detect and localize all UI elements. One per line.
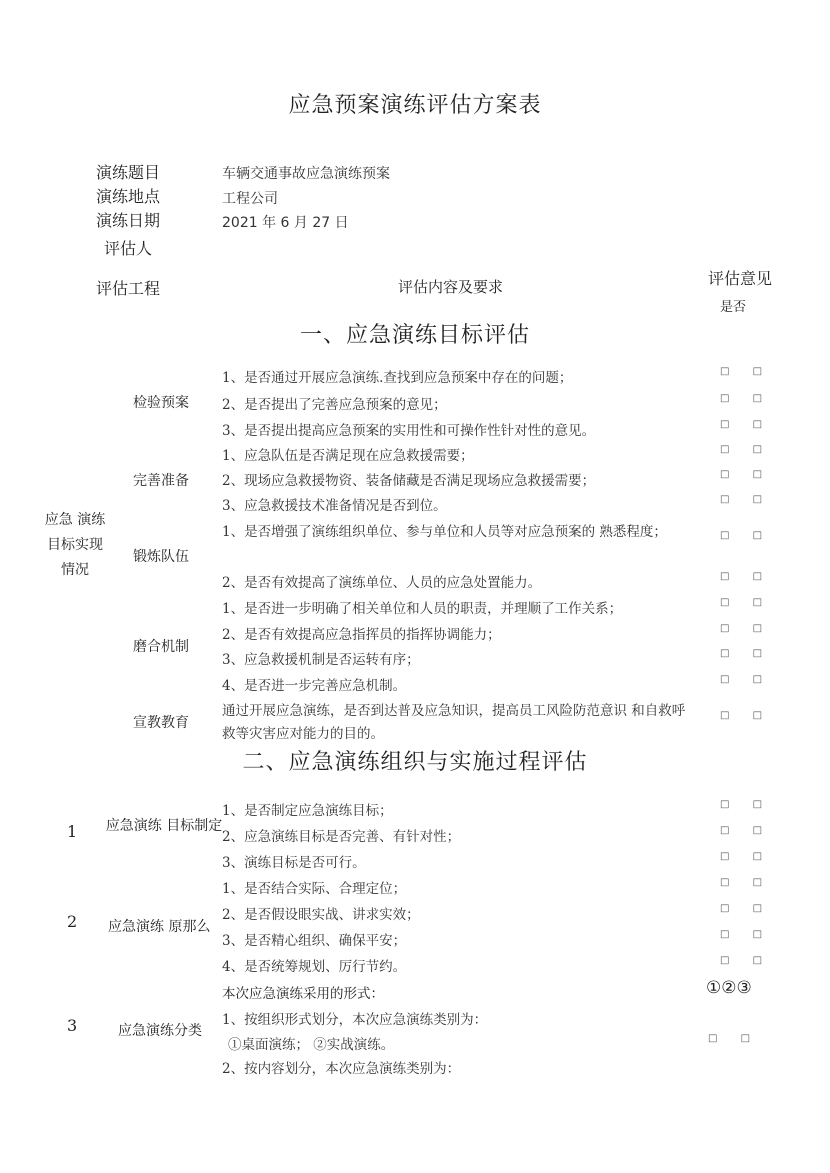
- header-opinion: 评估意见: [708, 269, 773, 288]
- criteria-item: 2、应急演练目标是否完善、有针对性；: [222, 829, 461, 845]
- yes-no-checkboxes[interactable]: □ □: [720, 799, 773, 810]
- header-yes-no: 是否: [720, 300, 747, 315]
- assessor-label: 评估人: [104, 239, 153, 258]
- yes-no-checkboxes[interactable]: □ □: [720, 419, 773, 430]
- group-number: 1: [67, 822, 78, 841]
- yes-no-checkboxes[interactable]: □ □: [720, 877, 773, 888]
- criteria-item: 1、是否制定应急演练目标；: [222, 803, 393, 819]
- group-number: 3: [67, 1016, 78, 1035]
- criteria-item: 3、应急救援技术准备情况是否到位。: [222, 498, 447, 514]
- criteria-item: 2、是否假设眼实战、讲求实效；: [222, 907, 420, 923]
- header-content: 评估内容及要求: [398, 278, 504, 296]
- topic-label: 演练题目: [96, 163, 161, 182]
- criteria-item: 1、按组织形式划分，本次应急演练类别为：: [222, 1012, 488, 1028]
- page-title: 应急预案演练评估方案表: [288, 93, 542, 118]
- criteria-item: 3、演练目标是否可行。: [222, 855, 366, 871]
- category-label: 宣教教育: [133, 715, 189, 731]
- topic-value: 车辆交通事故应急演练预案: [222, 166, 390, 182]
- category-label: 应急演练 目标制定: [105, 818, 223, 834]
- criteria-item: 1、是否结合实际、合理定位；: [222, 881, 407, 897]
- category-label: 完善准备: [133, 473, 189, 489]
- criteria-item: 1、是否进一步明确了相关单位和人员的职责，并理顺了工作关系；: [222, 601, 623, 617]
- category-label: 应急演练 原那么: [108, 919, 211, 935]
- category-label: 磨合机制: [133, 639, 189, 655]
- yes-no-checkboxes[interactable]: □ □: [720, 674, 773, 685]
- yes-no-checkboxes[interactable]: □ □: [720, 571, 773, 582]
- yes-no-checkboxes[interactable]: □ □: [720, 851, 773, 862]
- yes-no-checkboxes[interactable]: □ □: [720, 929, 773, 940]
- criteria-item: 2、是否有效提高了演练单位、人员的应急处置能力。: [222, 575, 542, 591]
- section-1-side-label: 应急 演练 目标实现 情况: [44, 512, 106, 578]
- criteria-item: 4、是否统筹规划、厉行节约。: [222, 959, 407, 975]
- date-value: 2021 年 6 月 27 日: [222, 215, 349, 231]
- criteria-item: 3、是否精心组织、确保平安；: [222, 933, 407, 949]
- yes-no-checkboxes[interactable]: □ □: [720, 366, 773, 377]
- criteria-item: 3、是否提出提高应急预案的实用性和可操作性针对性的意见。: [222, 423, 596, 439]
- yes-no-checkboxes[interactable]: □ □: [720, 903, 773, 914]
- form-options[interactable]: ①②③: [706, 978, 752, 998]
- location-value: 工程公司: [222, 191, 278, 207]
- yes-no-checkboxes[interactable]: □ □: [720, 623, 773, 634]
- criteria-item: 4、是否进一步完善应急机制。: [222, 678, 407, 694]
- yes-no-checkboxes[interactable]: □ □: [720, 469, 773, 480]
- yes-no-checkboxes[interactable]: □ □: [720, 494, 773, 505]
- criteria-item: 通过开展应急演练，是否到达普及应急知识，提高员工风险防范意识 和自救呼救等灾害应对能力的目的。: [222, 703, 686, 742]
- yes-no-checkboxes[interactable]: □ □: [720, 955, 773, 966]
- category-label: 应急演练分类: [118, 1023, 202, 1039]
- section-1-title: 一、应急演练目标评估: [299, 323, 530, 348]
- date-label: 演练日期: [96, 211, 161, 230]
- category-label: 锻炼队伍: [133, 549, 189, 565]
- group-number: 2: [67, 912, 78, 931]
- criteria-item: 2、按内容划分，本次应急演练类别为：: [222, 1061, 461, 1077]
- criteria-item: 2、现场应急救援物资、装备储藏是否满足现场应急救援需要；: [222, 473, 596, 489]
- yes-no-checkboxes[interactable]: □ □: [720, 393, 773, 404]
- location-label: 演练地点: [96, 187, 161, 206]
- yes-no-checkboxes[interactable]: □ □: [708, 1033, 761, 1044]
- criteria-item: ①桌面演练； ②实战演练。: [228, 1037, 395, 1053]
- form-heading: 本次应急演练采用的形式：: [222, 986, 384, 1002]
- section-2-title: 二、应急演练组织与实施过程评估: [242, 750, 588, 775]
- criteria-item: 2、是否有效提高应急指挥员的指挥协调能力；: [222, 627, 501, 643]
- header-project: 评估工程: [96, 279, 161, 298]
- criteria-item: 2、是否提出了完善应急预案的意见；: [222, 397, 447, 413]
- yes-no-checkboxes[interactable]: □ □: [720, 444, 773, 455]
- criteria-item: 1、应急队伍是否满足现在应急救援需要；: [222, 448, 474, 464]
- yes-no-checkboxes[interactable]: □ □: [720, 710, 773, 721]
- yes-no-checkboxes[interactable]: □ □: [720, 648, 773, 659]
- criteria-item: 3、应急救援机制是否运转有序；: [222, 652, 420, 668]
- yes-no-checkboxes[interactable]: □ □: [720, 597, 773, 608]
- yes-no-checkboxes[interactable]: □ □: [720, 530, 773, 541]
- category-label: 检验预案: [133, 395, 189, 411]
- yes-no-checkboxes[interactable]: □ □: [720, 825, 773, 836]
- criteria-item: 1、是否通过开展应急演练.查找到应急预案中存在的问题；: [222, 370, 573, 386]
- criteria-item: 1、是否增强了演练组织单位、参与单位和人员等对应急预案的 熟悉程度；: [222, 524, 667, 540]
